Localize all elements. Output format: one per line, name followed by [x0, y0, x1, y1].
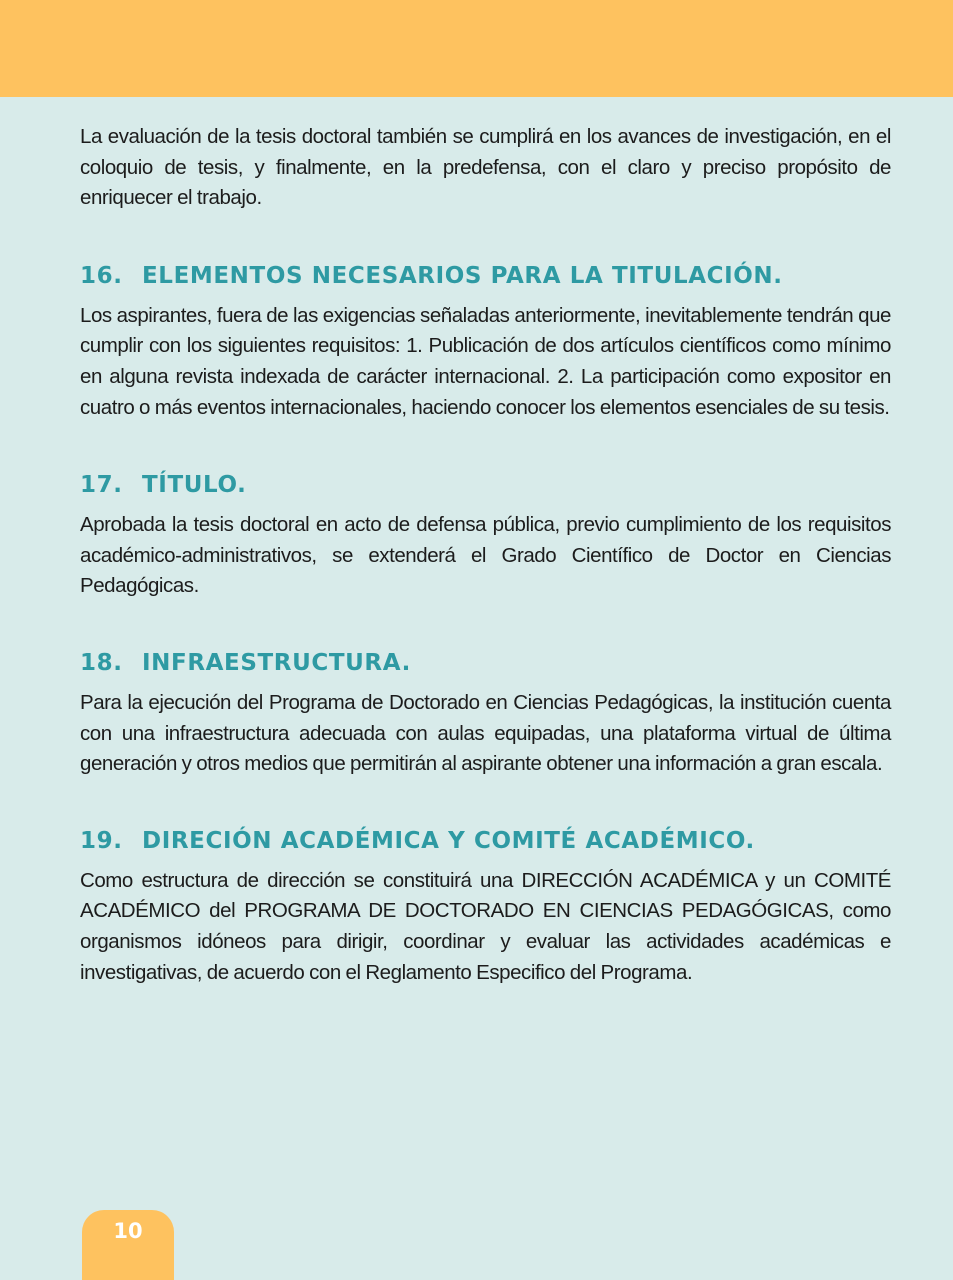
section-17-heading	[80, 470, 891, 500]
section-18-heading	[80, 648, 891, 678]
page-content	[80, 122, 891, 988]
page-number-tab	[82, 1210, 174, 1280]
page-number: 10	[113, 1219, 143, 1243]
top-header-band	[0, 0, 953, 97]
section-18-title: INFRAESTRUCTURA.	[142, 649, 411, 676]
intro-paragraph: La evaluación de la tesis doctoral también se cumplirá en los avances de investigación, en el coloquio de tesis, y finalmente, en la predefensa, con el claro y preciso propósito de enriquecer el trabajo.	[80, 125, 891, 210]
section-16-title: ELEMENTOS NECESARIOS PARA LA TITULACIÓN.	[142, 262, 783, 289]
section-16-heading	[80, 261, 891, 291]
section-18-paragraph: Para la ejecución del Programa de Doctorado en Ciencias Pedagógicas, la institución cuenta con una infraestructura adecuada con aulas equipadas, una plataforma virtual de última generación y otros medios que permitirán al aspirante obtener una información a gran escala.	[80, 690, 891, 776]
section-17-paragraph: Aprobada la tesis doctoral en acto de defensa pública, previo cumplimiento de los requisitos académico-administrativos, se extenderá el Grado Científico de Doctor en Ciencias Pedagógicas.	[80, 513, 891, 598]
section-17-number: 17.	[80, 472, 123, 499]
section-19-title: DIRECIÓN ACADÉMICA Y COMITÉ ACADÉMICO.	[142, 827, 755, 854]
section-19-heading	[80, 826, 891, 856]
section-19-number: 19.	[80, 827, 123, 854]
section-17-title: TÍTULO.	[142, 472, 247, 499]
section-16-paragraph: Los aspirantes, fuera de las exigencias señaladas anteriormente, inevitablemente tendrán que cumplir con los siguientes requisitos: 1. Publicación de dos artículos científicos como mínimo en alguna revista indexada de carácter internacional. 2. La participación como expositor en cuatro o más eventos internacionales, haciendo conocer los elementos esenciales de su tesis.	[80, 303, 891, 419]
section-19-paragraph: Como estructura de dirección se constituirá una DIRECCIÓN ACADÉMICA y un COMITÉ ACADÉMICO del PROGRAMA DE DOCTORADO EN CIENCIAS PEDAGÓGICAS, como organismos idóneos para dirigir, coordinar y evaluar las actividades académicas e investigativas, de acuerdo con el Reglamento Especifico del Programa.	[80, 868, 891, 984]
section-16-number: 16.	[80, 262, 123, 289]
section-18-number: 18.	[80, 649, 123, 676]
